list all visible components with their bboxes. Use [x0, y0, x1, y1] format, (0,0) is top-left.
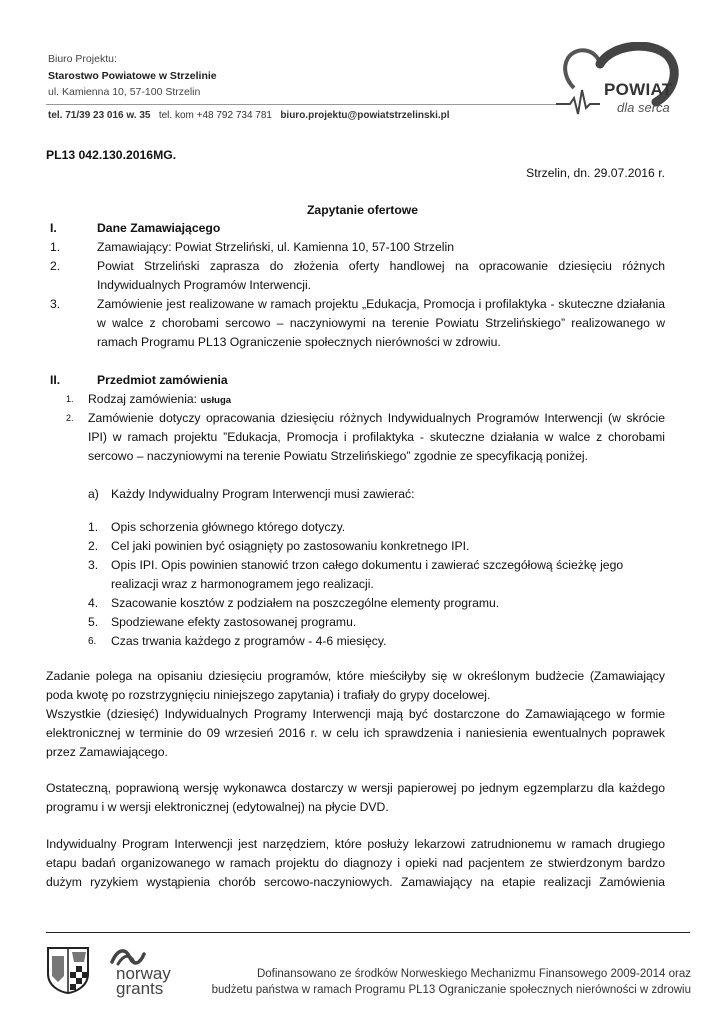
text-line: Wszystkie (dziesięć) Indywidualnych Programy Interwencji mają być dostarczone do Zamawiającego w formie: [46, 707, 665, 721]
section1-item: [97, 257, 665, 295]
text-line: programu i w wersji elektronicznej (edytowalnej) na płycie DVD.: [46, 800, 389, 814]
text-line: Indywidualnych Programów Interwencji.: [97, 278, 312, 292]
list-number: 1.: [88, 520, 99, 534]
list-item-continuation: realizacji wraz z harmonogramem jego realizacji.: [111, 577, 374, 591]
header-organization: Starostwo Powiatowe w Strzelinie: [48, 70, 217, 82]
section1-item: [97, 295, 665, 352]
paragraph-final-version: [46, 779, 665, 817]
list-item: Opis schorzenia głównego którego dotyczy.: [111, 520, 346, 534]
document-reference: PL13 042.130.2016MG.: [46, 148, 177, 162]
header-email: biuro.projektu@powiatstrzelinski.pl: [280, 110, 450, 121]
section1-item-number: 2.: [50, 259, 61, 273]
text-line: poda kwotę po rozstrzygnięciu niniejszego zapytania) i trafiały do grypy docelowej.: [46, 688, 491, 702]
text-line: Indywidualny Program Interwencji jest narzędziem, które posłuży lekarzowi zatrudnionemu w ramach drugiego: [46, 837, 665, 851]
text-line: sercowo – naczyniowymi na terenie Powiatu Strzelińskiego” zgodnie ze specyfikacją poniżej.: [88, 449, 588, 463]
list-item: Szacowanie kosztów z podziałem na poszczególne elementy programu.: [111, 596, 500, 610]
text-line: Zamówienie dotyczy opracowania dziesięciu różnych Indywidualnych Programów Interwencji (w skrócie: [88, 411, 665, 425]
text-line: dużym ryzykiem wystąpienia chorób sercowo-naczyniowych. Zamawiający na etapie realizacji Zamówienia: [46, 875, 665, 889]
section1-title: Dane Zamawiającego: [97, 221, 221, 235]
text-line: przez Zamawiającego.: [46, 745, 168, 759]
order-type-label: Rodzaj zamówienia:: [88, 392, 201, 406]
list-number: 3.: [88, 558, 99, 572]
coat-of-arms: [46, 946, 90, 994]
section2-title: Przedmiot zamówienia: [97, 373, 228, 387]
funding-line: budżetu państwa w ramach Programu PL13 Ograniczanie społecznych nierówności w zdrowiu: [211, 984, 691, 996]
section2-number: II.: [50, 373, 61, 387]
logo-text-powiat: POWIAT: [604, 80, 673, 99]
section1-item-number: 3.: [50, 297, 61, 311]
norway-grants-wave-icon: [108, 946, 188, 966]
text-line: etapu badań organizowanego w ramach projektu do diagnozy i opieki nad pacjentem ze stwierdzonym bardzo: [46, 856, 665, 870]
footer-divider: [46, 932, 690, 933]
text-line: Zamawiający: Powiat Strzeliński, ul. Kamienna 10, 57-100 Strzelin: [97, 240, 454, 254]
coat-of-arms-icon: [46, 946, 90, 994]
section1-number: I.: [50, 221, 57, 235]
list-number: 4.: [88, 596, 99, 610]
header-address: ul. Kamienna 10, 57-100 Strzelin: [48, 86, 201, 98]
grants-text: grants: [116, 979, 164, 998]
list-item: Opis IPI. Opis powinien stanowić trzon całego dokumentu i zawierać szczegółową ścieżkę jego: [111, 558, 624, 572]
list-item: Cel jaki powinien być osiągnięty po zastosowaniu konkretnego IPI.: [111, 539, 470, 553]
text-line: elektronicznej w terminie do 09 wrzesień 2016 r. w celu ich sprawdzenia i naniesienia ewentualnych poprawek: [46, 726, 665, 740]
norway-text: norway: [116, 964, 171, 983]
sub-point-text: Każdy Indywidualny Program Interwencji musi zawierać:: [111, 487, 415, 501]
list-number: 6.: [88, 636, 97, 647]
list-item: Spodziewane efekty zastosowanej programu.: [111, 615, 357, 629]
header-phone: tel. 71/39 23 016 w. 35: [48, 110, 151, 121]
document-title: Zapytanie ofertowe: [306, 203, 419, 217]
text-line: IPI) w ramach projektu ”Edukacja, Promocja i profilaktyka - skuteczne działania w walce z chorobami: [88, 430, 665, 444]
header-contact: [48, 110, 450, 121]
logo-text-dla-serca: dla serca: [617, 100, 670, 115]
place-date: Strzelin, dn. 29.07.2016 r.: [526, 166, 665, 180]
list-number: 2.: [88, 539, 99, 553]
paragraph-task: [46, 667, 665, 762]
order-type-value: usługa: [200, 395, 232, 406]
funding-statement: [212, 966, 691, 998]
norway-grants-logo: [108, 946, 188, 996]
sub-point-label: a): [88, 487, 99, 501]
header-label: Biuro Projektu:: [48, 53, 117, 65]
text-line: w walce z chorobami sercowo – naczyniowymi na terenie Powiatu Strzelińskiego” realizowanego w: [97, 316, 665, 330]
list-item: Czas trwania każdego z programów - 4-6 miesięcy.: [111, 634, 387, 648]
section2-item-number: 2.: [66, 413, 74, 423]
section1-item-number: 1.: [50, 240, 61, 254]
text-line: Powiat Strzeliński zaprasza do złożenia oferty handlowej na opracowanie dziesięciu różnych: [97, 259, 665, 273]
section1-item: [97, 238, 665, 257]
text-line: Ostateczną, poprawioną wersję wykonawca dostarczy w wersji papierowej po jednym egzemplarzu dla każdego: [46, 781, 665, 795]
text-line: Zamówienie jest realizowane w ramach projektu „Edukacja, Promocja i profilaktyka - skuteczne działania: [97, 297, 665, 311]
funding-line: Dofinansowano ze środków Norweskiego Mechanizmu Finansowego 2009-2014 oraz: [256, 968, 691, 980]
list-number: 5.: [88, 615, 99, 629]
text-line: Zadanie polega na opisaniu dziesięciu programów, które mieściłyby się w określonym budżecie (Zamawiający: [46, 669, 665, 683]
section2-item-description: [88, 409, 665, 466]
paragraph-ipi-tool: [46, 835, 665, 892]
powiat-logo: [556, 42, 696, 126]
header-divider: [46, 104, 556, 105]
header-mobile: tel. kom +48 792 734 781: [158, 110, 272, 121]
section2-item-number: 1.: [66, 394, 74, 404]
section2-item-type: [88, 390, 665, 410]
text-line: ramach Programu PL13 Ograniczenie społecznych nierówności w zdrowiu.: [97, 335, 501, 349]
